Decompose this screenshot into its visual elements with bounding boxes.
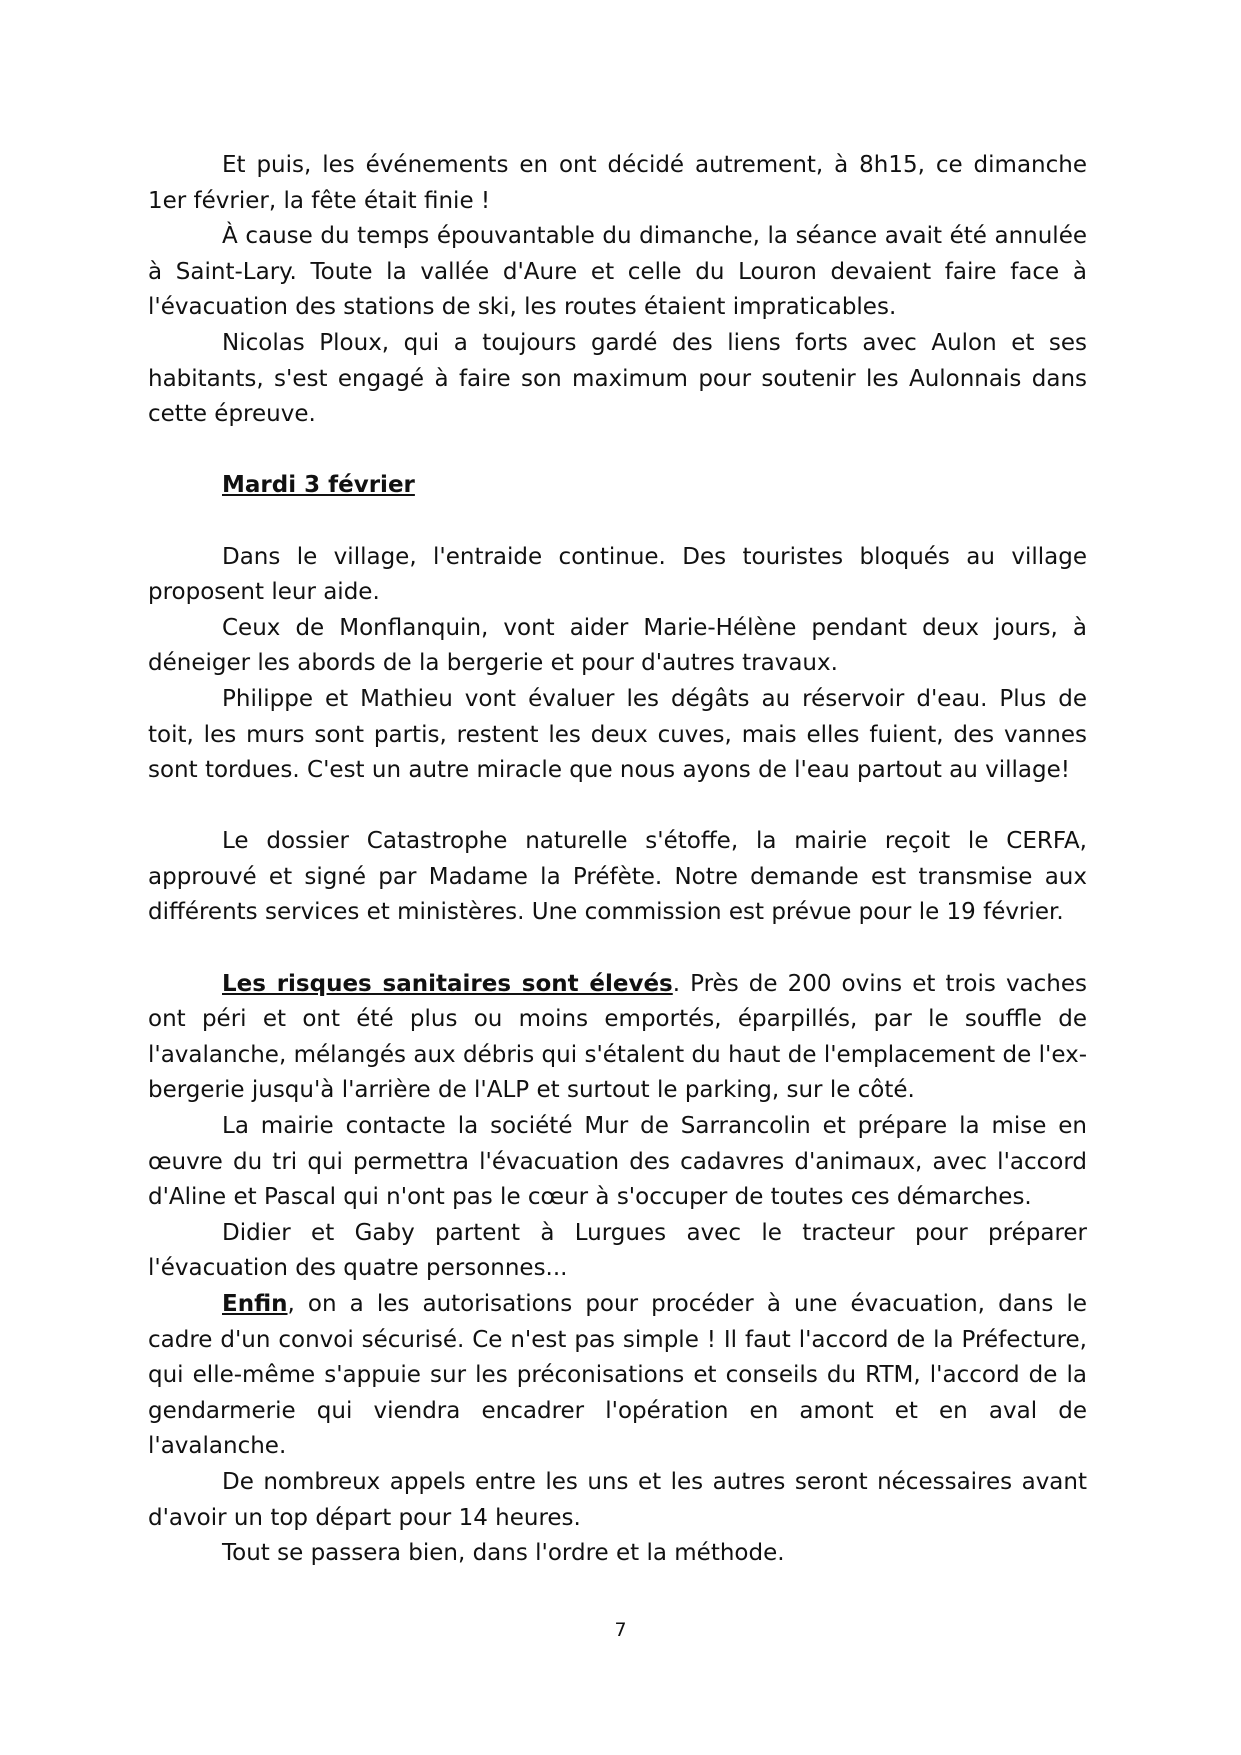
- paragraph-nicolas-ploux: Nicolas Ploux, qui a toujours gardé des liens forts avec Aulon et ses habitants, s'est engagé à faire son maximum pour soutenir les Aulonnais dans cette épreuve.: [148, 329, 1087, 428]
- paragraph-risques-sanitaires: [148, 967, 1087, 1109]
- risques-sanitaires-lead: Les risques sanitaires sont élevés: [222, 970, 673, 997]
- paragraph-enfin: [148, 1287, 1087, 1465]
- paragraph-gap: [148, 789, 1087, 825]
- paragraph-appels: De nombreux appels entre les uns et les autres seront nécessaires avant d'avoir un top départ pour 14 heures.: [148, 1468, 1087, 1531]
- section-heading-paragraph: [148, 468, 1087, 504]
- paragraph-temps-epouvantable: À cause du temps épouvantable du dimanche, la séance avait été annulée à Saint-Lary. Toute la vallée d'Aure et celle du Louron devaient faire face à l'évacuation des stations de ski, les routes étaient impraticables.: [148, 223, 1087, 321]
- body-text: [148, 148, 1087, 1572]
- paragraph-gap: [148, 433, 1087, 469]
- risques-sanitaires-text: . Près de 200 ovins et trois vaches ont péri et ont été plus ou moins emportés, éparpillés, par le souffle de l'avalanche, mélangés aux débris qui s'étalent du haut de l'emplacement de l'ex-bergerie jusqu'à l'arrière de l'ALP et surtout le parking, sur le côté.: [148, 970, 1087, 1104]
- paragraph-catastrophe-naturelle: Le dossier Catastrophe naturelle s'étoffe, la mairie reçoit le CERFA, approuvé et signé par Madame la Préfète. Notre demande est transmise aux différents services et ministères. Une commission est prévue pour le 19 février.: [148, 828, 1087, 926]
- paragraph-fete-finie: Et puis, les événements en ont décidé autrement, à 8h15, ce dimanche 1er février, la fête était finie !: [148, 152, 1087, 214]
- paragraph-entraide: Dans le village, l'entraide continue. Des touristes bloqués au village proposent leur aide.: [148, 543, 1087, 606]
- paragraph-reservoir: Philippe et Mathieu vont évaluer les dégâts au réservoir d'eau. Plus de toit, les murs sont partis, restent les deux cuves, mais elles fuient, des vannes sont tordues. C'est un autre miracle que nous ayons de l'eau partout au village!: [148, 685, 1087, 784]
- paragraph-didier-gaby: Didier et Gaby partent à Lurgues avec le tracteur pour préparer l'évacuation des quatre personnes...: [148, 1219, 1087, 1282]
- enfin-text: , on a les autorisations pour procéder à une évacuation, dans le cadre d'un convoi sécurisé. Ce n'est pas simple ! Il faut l'accord de la Préfecture, qui elle-même s'appuie sur les préconisations et conseils du RTM, l'accord de la gendarmerie qui viendra encadrer l'opération en amont et en aval de l'avalanche.: [148, 1291, 1087, 1460]
- paragraph-tout-se-passera: Tout se passera bien, dans l'ordre et la méthode.: [222, 1540, 785, 1567]
- paragraph-mairie-contacte: La mairie contacte la société Mur de Sarrancolin et prépare la mise en œuvre du tri qui permettra l'évacuation des cadavres d'animaux, avec l'accord d'Aline et Pascal qui n'ont pas le cœur à s'occuper de toutes ces démarches.: [148, 1113, 1087, 1211]
- paragraph-gap: [148, 504, 1087, 540]
- section-heading: Mardi 3 février: [222, 472, 415, 499]
- paragraph-monflanquin: Ceux de Monflanquin, vont aider Marie-Hélène pendant deux jours, à déneiger les abords de la bergerie et pour d'autres travaux.: [148, 614, 1087, 677]
- page-number: 7: [614, 1619, 627, 1641]
- enfin-lead: Enfin: [222, 1291, 288, 1317]
- paragraph-gap: [148, 931, 1087, 967]
